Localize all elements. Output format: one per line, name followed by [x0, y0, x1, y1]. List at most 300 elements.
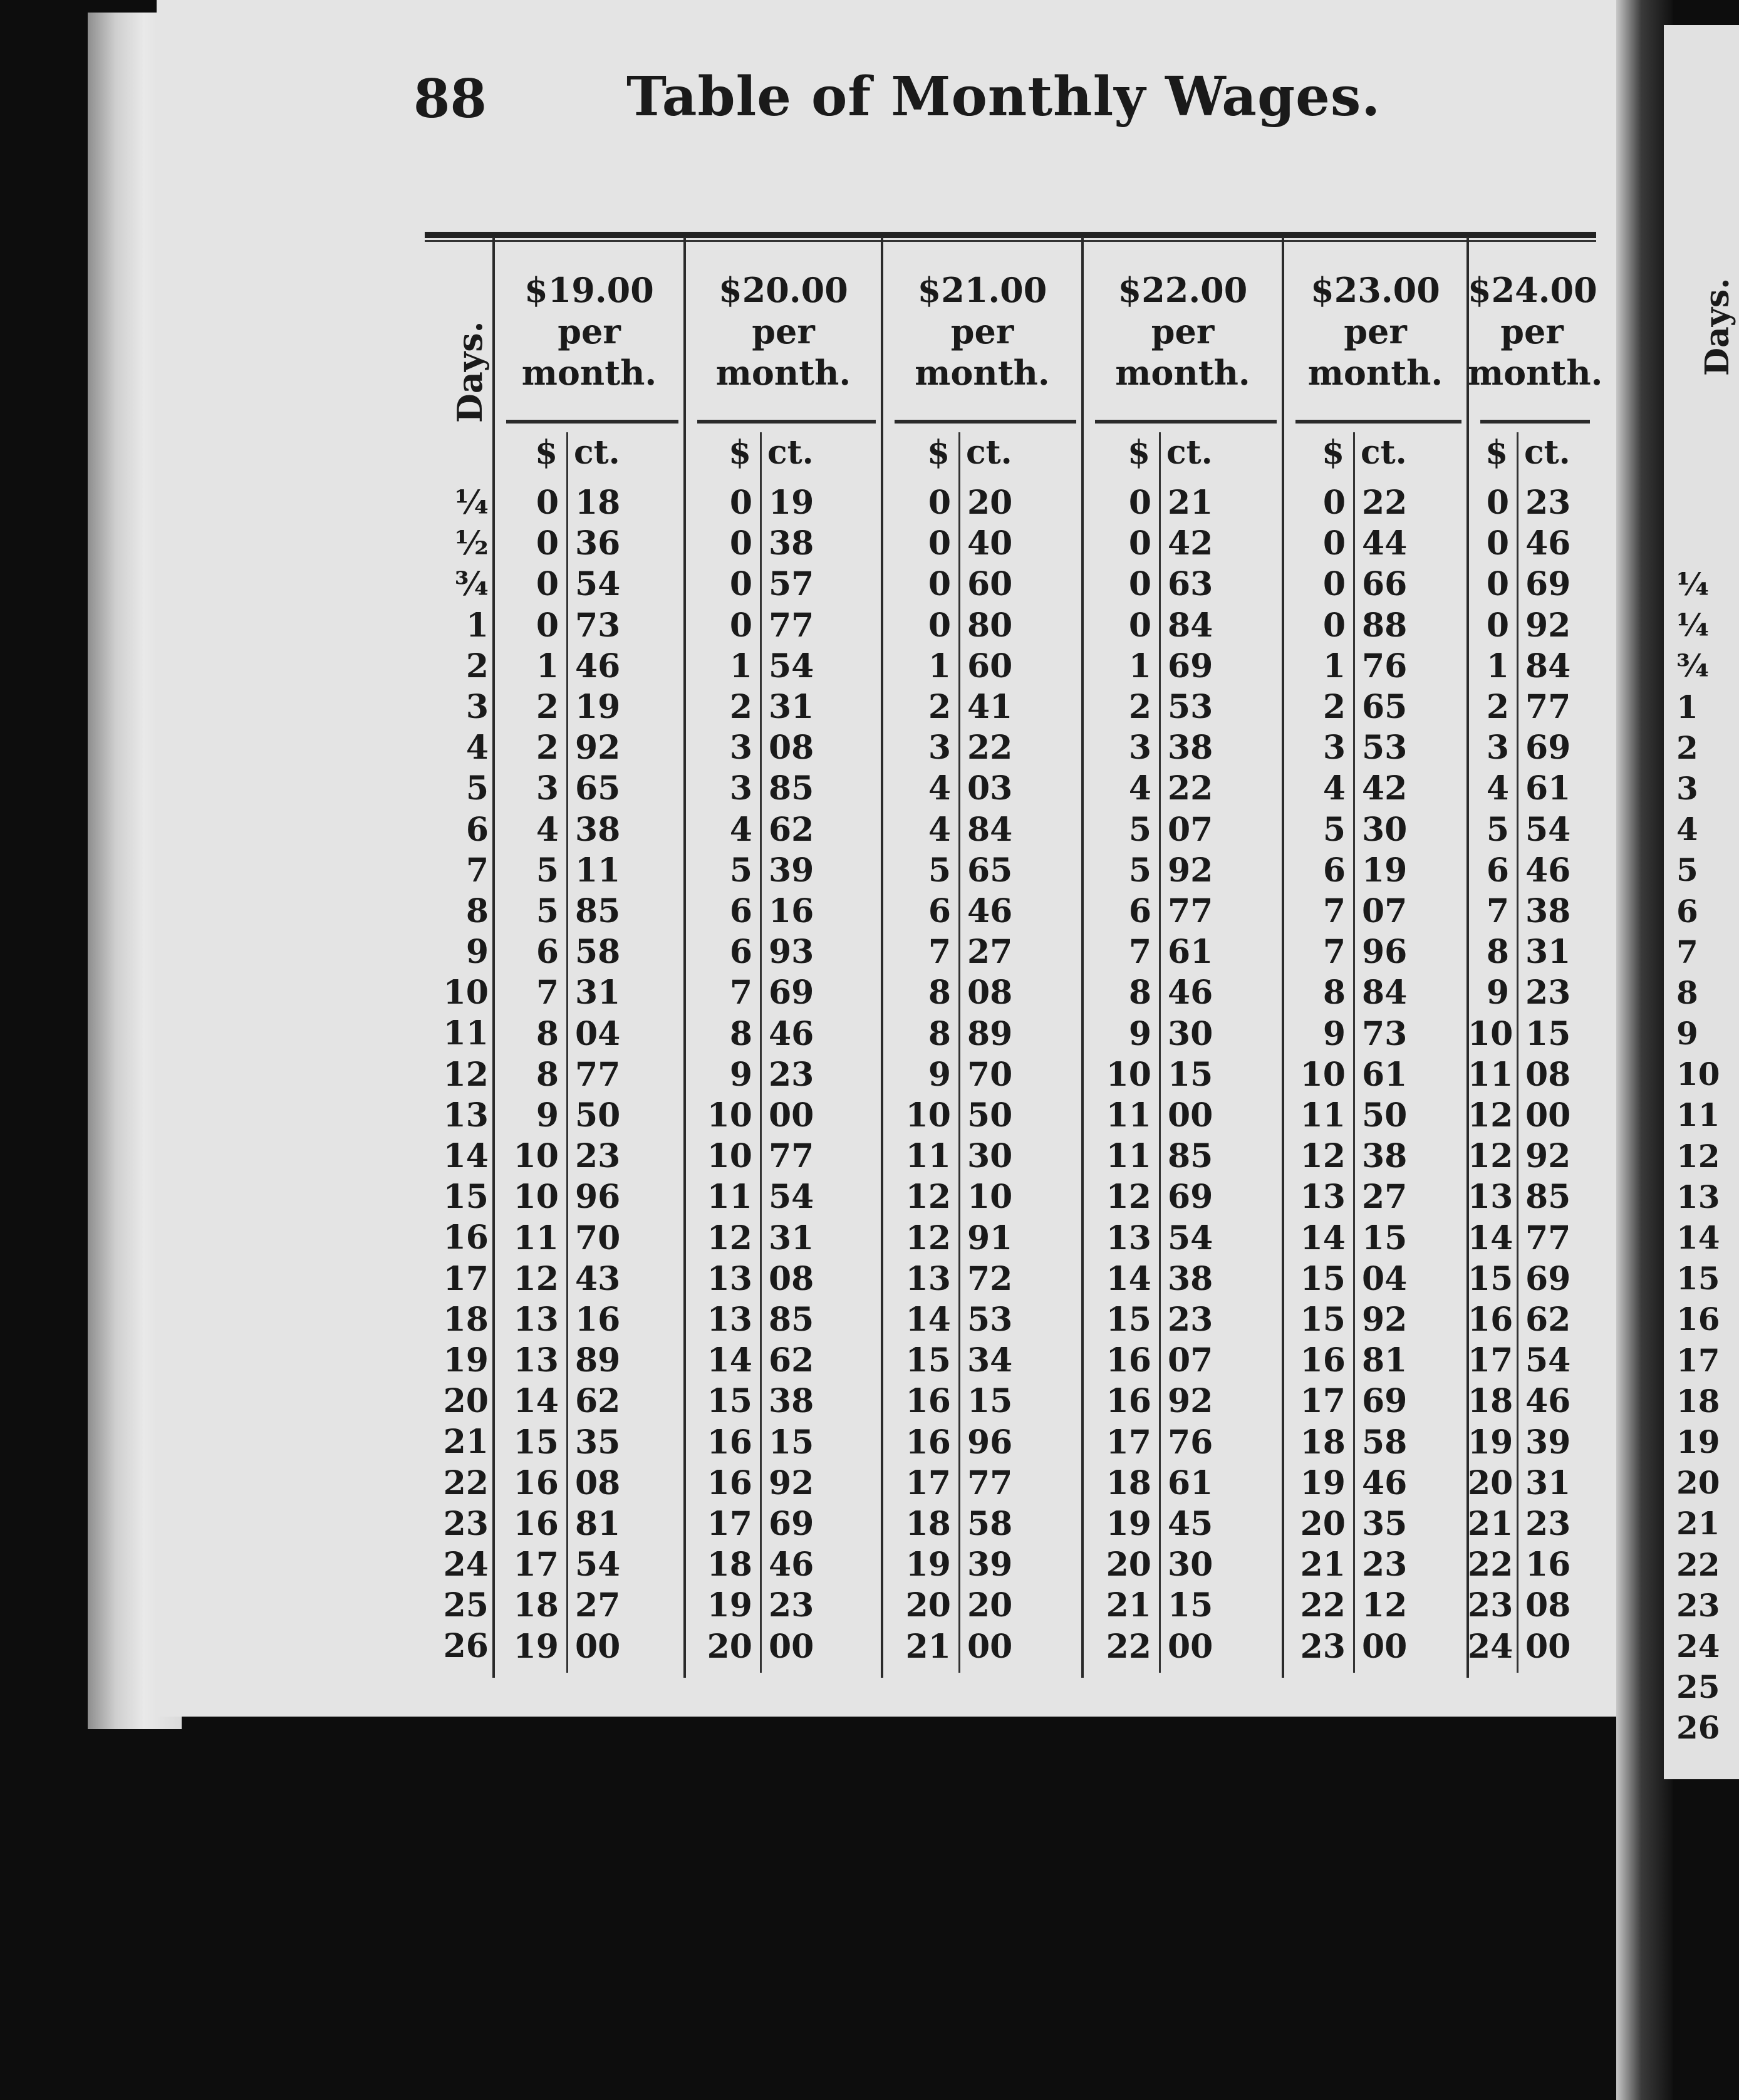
cents-cell: 54: [575, 1546, 621, 1584]
cents-cell: 88: [1362, 606, 1408, 645]
dollars-cell: 4: [536, 810, 559, 849]
cents-cell: 77: [967, 1463, 1013, 1502]
cents-cell: 77: [1168, 892, 1213, 930]
dollars-cell: 6: [1128, 892, 1151, 930]
cents-cell: 00: [575, 1627, 621, 1666]
day-cell: 9: [465, 933, 489, 972]
dollars-cell: 17: [905, 1463, 951, 1502]
dollars-cell: 11: [905, 1137, 951, 1176]
dollars-cell: 17: [1300, 1382, 1346, 1421]
column-header-rule: [1480, 420, 1590, 424]
dollars-cell: 2: [536, 688, 559, 726]
dollars-cell: 0: [1322, 606, 1346, 645]
cents-cell: 92: [1362, 1301, 1408, 1339]
dollars-cell: 0: [1322, 565, 1346, 604]
cents-cell: 62: [769, 810, 814, 849]
cents-cell: 66: [1362, 565, 1408, 604]
cents-cell: 77: [1525, 688, 1571, 726]
dollars-cell: 2: [1486, 688, 1509, 726]
cents-cell: 27: [575, 1586, 621, 1625]
dollars-cell: 3: [928, 729, 951, 767]
cents-cell: 23: [1168, 1301, 1213, 1339]
dollars-cell: 1: [1322, 647, 1346, 685]
cents-cell: 57: [769, 565, 814, 604]
cents-cell: 16: [575, 1301, 621, 1339]
dollars-cell: 15: [1468, 1259, 1513, 1298]
next-page-day-cell: 12: [1676, 1137, 1720, 1175]
next-page-day-cell: 23: [1676, 1586, 1720, 1624]
dollars-cell: 23: [1468, 1586, 1513, 1625]
next-page-day-cell: 20: [1676, 1464, 1720, 1502]
dollars-cell: 16: [905, 1423, 951, 1462]
cents-cell: 16: [769, 892, 814, 930]
dollars-cell: 3: [729, 769, 752, 808]
cents-cell: 30: [1168, 1546, 1213, 1584]
cents-cell: 63: [1168, 565, 1213, 604]
cents-cell: 54: [1168, 1219, 1213, 1257]
dollar-unit-label: $: [535, 434, 558, 472]
dollars-cell: 16: [905, 1382, 951, 1421]
next-page-days-column: [1676, 564, 1739, 1748]
next-page-day-cell: 9: [1676, 1015, 1698, 1053]
column-header: [882, 269, 1082, 393]
dollars-cell: 3: [1128, 729, 1151, 767]
wage-column: [685, 232, 882, 1673]
dollars-cell: 19: [1106, 1505, 1151, 1543]
dollars-cell: 12: [707, 1219, 752, 1257]
day-cell: 13: [443, 1096, 489, 1135]
cents-cell: 89: [575, 1341, 621, 1380]
dollars-cell: 0: [1322, 524, 1346, 563]
next-page-day-cell: 15: [1676, 1260, 1720, 1297]
cents-cell: 35: [575, 1423, 621, 1462]
dollar-unit-label: $: [1128, 434, 1151, 472]
dollars-cell: 7: [1128, 933, 1151, 972]
cents-cell: 69: [1168, 1178, 1213, 1217]
cents-cell: 27: [1362, 1178, 1408, 1217]
dollars-cell: 15: [707, 1382, 752, 1421]
column-header: [494, 269, 685, 393]
dollars-cell: 21: [1468, 1505, 1513, 1543]
dollars-cell: 8: [928, 1014, 951, 1053]
day-cell: 20: [443, 1382, 489, 1421]
dollars-cell: 6: [1322, 851, 1346, 890]
dollars-cell: 4: [1486, 769, 1509, 808]
dollars-cell: 14: [707, 1341, 752, 1380]
cents-cell: 00: [1362, 1627, 1408, 1666]
next-page-day-cell: ¾: [1676, 647, 1710, 685]
cents-cell: 92: [575, 729, 621, 767]
dollars-cell: 0: [729, 524, 752, 563]
cents-cell: 53: [1362, 729, 1408, 767]
next-page-day-cell: 14: [1676, 1219, 1720, 1256]
day-cell: 1: [465, 606, 489, 645]
day-cell: 8: [465, 891, 489, 930]
day-cell: 7: [465, 851, 489, 890]
dollars-cell: 0: [536, 606, 559, 645]
dollars-cell: 3: [729, 729, 752, 767]
dollars-cell: 0: [1486, 565, 1509, 604]
day-cell: ½: [454, 524, 489, 563]
dollars-cell: 1: [1486, 647, 1509, 685]
cents-cell: 04: [1362, 1259, 1408, 1298]
dollars-cell: 16: [1468, 1301, 1513, 1339]
page-title: Table of Monthly Wages.: [626, 65, 1381, 128]
day-cell: ¾: [454, 565, 489, 604]
column-header-rate: $23.00: [1311, 270, 1440, 310]
dollar-cents-divider: [1517, 432, 1518, 1673]
cents-cell: 73: [1362, 1014, 1408, 1053]
cents-cell: 38: [1168, 729, 1213, 767]
dollars-cell: 6: [1486, 851, 1509, 890]
next-page-fragment: [1664, 25, 1739, 1779]
cents-cell: 85: [1168, 1137, 1213, 1176]
day-cell: 19: [443, 1341, 489, 1380]
dollars-cell: 5: [1322, 810, 1346, 849]
dollars-cell: 10: [707, 1137, 752, 1176]
next-page-day-cell: 8: [1676, 974, 1698, 1011]
dollars-cell: 11: [1106, 1096, 1151, 1135]
day-cell: 6: [465, 810, 489, 849]
column-header-month: month.: [1307, 353, 1443, 393]
dollars-cell: 6: [729, 892, 752, 930]
cents-cell: 41: [967, 688, 1013, 726]
cents-cell: 93: [769, 933, 814, 972]
next-page-day-cell: 19: [1676, 1423, 1720, 1460]
cents-cell: 19: [1362, 851, 1408, 890]
cents-cell: 07: [1362, 892, 1408, 930]
dollar-unit-label: $: [927, 434, 950, 472]
next-page-day-cell: 3: [1676, 769, 1698, 807]
dollars-cell: 17: [1106, 1423, 1151, 1462]
cents-cell: 54: [575, 565, 621, 604]
dollars-cell: 13: [707, 1301, 752, 1339]
cents-cell: 85: [769, 769, 814, 808]
dollars-cell: 6: [536, 933, 559, 972]
dollars-cell: 7: [536, 974, 559, 1012]
dollars-cell: 16: [513, 1505, 559, 1543]
cents-cell: 85: [1525, 1178, 1571, 1217]
cents-cell: 35: [1362, 1505, 1408, 1543]
next-page-day-cell: 4: [1676, 811, 1698, 848]
dollars-cell: 2: [1128, 688, 1151, 726]
next-page-day-cell: 5: [1676, 851, 1698, 889]
dollars-cell: 10: [513, 1137, 559, 1176]
dollars-cell: 1: [928, 647, 951, 685]
cents-cell: 00: [1525, 1627, 1571, 1666]
dollar-cents-divider: [1159, 432, 1161, 1673]
cents-cell: 46: [575, 647, 621, 685]
dollars-cell: 2: [536, 729, 559, 767]
cents-cell: 22: [1362, 484, 1408, 522]
cents-cell: 81: [1362, 1341, 1408, 1380]
dollars-cell: 12: [1468, 1096, 1513, 1135]
cents-cell: 23: [1362, 1546, 1408, 1584]
cents-cell: 61: [1168, 1463, 1213, 1502]
cents-cell: 54: [769, 647, 814, 685]
dollar-cents-divider: [566, 432, 568, 1673]
dollars-cell: 15: [1106, 1301, 1151, 1339]
dollars-cell: 16: [707, 1423, 752, 1462]
dollars-cell: 4: [928, 810, 951, 849]
cents-unit-label: ct.: [1361, 434, 1407, 472]
cents-cell: 08: [575, 1463, 621, 1502]
dollars-cell: 9: [729, 1055, 752, 1094]
dollars-cell: 10: [1468, 1014, 1513, 1053]
cents-cell: 62: [769, 1341, 814, 1380]
dollars-cell: 14: [1106, 1259, 1151, 1298]
days-column-header: Days.: [450, 321, 490, 423]
cents-cell: 46: [967, 892, 1013, 930]
cents-cell: 15: [1168, 1586, 1213, 1625]
cents-cell: 31: [575, 974, 621, 1012]
cents-cell: 07: [1168, 810, 1213, 849]
cents-cell: 50: [1362, 1096, 1408, 1135]
cents-cell: 70: [967, 1055, 1013, 1094]
day-cell: 17: [443, 1259, 489, 1298]
dollars-cell: 13: [513, 1341, 559, 1380]
column-header-month: month.: [915, 353, 1050, 393]
cents-cell: 42: [1168, 524, 1213, 563]
cents-cell: 92: [1168, 1382, 1213, 1421]
day-cell: 3: [465, 687, 489, 726]
dollars-cell: 0: [536, 524, 559, 563]
dollars-cell: 9: [928, 1055, 951, 1094]
cents-cell: 84: [967, 810, 1013, 849]
dollars-cell: 3: [1322, 729, 1346, 767]
cents-unit-label: ct.: [1524, 434, 1570, 472]
dollars-cell: 12: [905, 1219, 951, 1257]
dollars-cell: 21: [1300, 1546, 1346, 1584]
cents-cell: 38: [1525, 892, 1571, 930]
cents-cell: 16: [1525, 1546, 1571, 1584]
cents-cell: 76: [1168, 1423, 1213, 1462]
dollars-cell: 12: [1300, 1137, 1346, 1176]
dollars-cell: 0: [1128, 484, 1151, 522]
column-header-per: per: [950, 311, 1014, 351]
cents-cell: 00: [1525, 1096, 1571, 1135]
dollars-cell: 2: [729, 688, 752, 726]
cents-cell: 00: [769, 1627, 814, 1666]
dollars-cell: 21: [1106, 1586, 1151, 1625]
day-cell: 2: [465, 647, 489, 685]
cents-cell: 61: [1168, 933, 1213, 972]
dollars-cell: 10: [905, 1096, 951, 1135]
cents-cell: 58: [575, 933, 621, 972]
cents-cell: 45: [1168, 1505, 1213, 1543]
column-header: [1082, 269, 1283, 393]
column-header-per: per: [1151, 311, 1215, 351]
wage-column: [1082, 232, 1283, 1673]
dollars-cell: 7: [928, 933, 951, 972]
dollars-cell: 8: [729, 1014, 752, 1053]
cents-cell: 38: [1168, 1259, 1213, 1298]
cents-cell: 96: [967, 1423, 1013, 1462]
dollars-cell: 7: [1322, 933, 1346, 972]
cents-cell: 53: [967, 1301, 1013, 1339]
column-header-month: month.: [1115, 353, 1250, 393]
dollars-cell: 19: [707, 1586, 752, 1625]
dollars-cell: 0: [1486, 484, 1509, 522]
cents-cell: 03: [967, 769, 1013, 808]
cents-cell: 65: [575, 769, 621, 808]
cents-cell: 23: [575, 1137, 621, 1176]
dollars-cell: 0: [1486, 606, 1509, 645]
cents-unit-label: ct.: [966, 434, 1012, 472]
dollars-cell: 8: [1128, 974, 1151, 1012]
next-page-day-cell: 13: [1676, 1178, 1720, 1215]
cents-cell: 31: [1525, 1463, 1571, 1502]
cents-cell: 46: [1362, 1463, 1408, 1502]
dollars-cell: 0: [928, 606, 951, 645]
dollars-cell: 5: [1486, 810, 1509, 849]
cents-cell: 22: [967, 729, 1013, 767]
dollars-cell: 8: [1486, 933, 1509, 972]
dollars-cell: 4: [928, 769, 951, 808]
column-header-rule: [506, 420, 678, 424]
cents-cell: 77: [1525, 1219, 1571, 1257]
dollars-cell: 19: [513, 1627, 559, 1666]
dollars-cell: 14: [1300, 1219, 1346, 1257]
dollars-cell: 0: [928, 565, 951, 604]
cents-cell: 30: [1362, 810, 1408, 849]
dollars-cell: 14: [905, 1301, 951, 1339]
dollars-cell: 4: [1128, 769, 1151, 808]
dollars-cell: 22: [1106, 1627, 1151, 1666]
day-cell: 12: [443, 1055, 489, 1094]
column-header-rate: $21.00: [917, 270, 1047, 310]
cents-cell: 96: [1362, 933, 1408, 972]
day-cell: ¼: [454, 484, 489, 522]
day-cell: 24: [443, 1545, 489, 1584]
column-header-rate: $24.00: [1468, 270, 1597, 310]
cents-cell: 70: [575, 1219, 621, 1257]
dollars-cell: 19: [1300, 1463, 1346, 1502]
dollars-cell: 7: [1322, 892, 1346, 930]
dollars-cell: 17: [513, 1546, 559, 1584]
dollars-cell: 20: [905, 1586, 951, 1625]
next-page-day-cell: 26: [1676, 1709, 1720, 1747]
cents-cell: 85: [575, 892, 621, 930]
cents-cell: 21: [1168, 484, 1213, 522]
cents-unit-label: ct.: [1166, 434, 1213, 472]
dollars-cell: 8: [1322, 974, 1346, 1012]
dollars-cell: 5: [536, 851, 559, 890]
column-header-rule: [1095, 420, 1277, 424]
column-header-month: month.: [1468, 353, 1603, 393]
wage-table: [425, 232, 1603, 1673]
dollars-cell: 18: [1106, 1463, 1151, 1502]
cents-cell: 69: [1525, 729, 1571, 767]
dollars-cell: 3: [1486, 729, 1509, 767]
cents-cell: 92: [1525, 1137, 1571, 1176]
dollars-cell: 17: [1468, 1341, 1513, 1380]
next-page-day-cell: ¼: [1676, 606, 1710, 644]
next-page-day-cell: 16: [1676, 1301, 1720, 1338]
next-page-day-cell: 1: [1676, 688, 1698, 725]
cents-cell: 54: [1525, 1341, 1571, 1380]
dollars-cell: 19: [905, 1546, 951, 1584]
cents-cell: 23: [769, 1586, 814, 1625]
cents-cell: 77: [769, 606, 814, 645]
column-header-rule: [697, 420, 876, 424]
cents-cell: 08: [769, 729, 814, 767]
dollars-cell: 0: [1128, 524, 1151, 563]
dollars-cell: 22: [1468, 1546, 1513, 1584]
cents-cell: 15: [967, 1382, 1013, 1421]
cents-cell: 92: [1168, 851, 1213, 890]
dollars-cell: 14: [1468, 1219, 1513, 1257]
dollars-cell: 13: [707, 1259, 752, 1298]
day-cell: 5: [465, 769, 489, 808]
wage-column: [1283, 232, 1468, 1673]
day-cell: 18: [443, 1300, 489, 1339]
cents-cell: 39: [1525, 1423, 1571, 1462]
cents-cell: 69: [1525, 565, 1571, 604]
cents-cell: 84: [1168, 606, 1213, 645]
dollars-cell: 10: [1300, 1055, 1346, 1094]
column-header: [685, 269, 882, 393]
dollars-cell: 12: [1468, 1137, 1513, 1176]
next-page-day-cell: 24: [1676, 1627, 1720, 1665]
dollars-cell: 20: [707, 1627, 752, 1666]
next-page-day-cell: 18: [1676, 1382, 1720, 1420]
cents-cell: 92: [1525, 606, 1571, 645]
dollars-cell: 22: [1300, 1586, 1346, 1625]
dollar-cents-divider: [958, 432, 960, 1673]
cents-cell: 39: [769, 851, 814, 890]
cents-cell: 77: [769, 1137, 814, 1176]
next-page-day-cell: 22: [1676, 1546, 1720, 1583]
days-column: [425, 482, 494, 1666]
cents-cell: 80: [967, 606, 1013, 645]
dollars-cell: 11: [707, 1178, 752, 1217]
dollars-cell: 9: [1128, 1014, 1151, 1053]
cents-cell: 08: [1525, 1055, 1571, 1094]
cents-cell: 23: [1525, 974, 1571, 1012]
cents-cell: 10: [967, 1178, 1013, 1217]
dollars-cell: 5: [928, 851, 951, 890]
cents-cell: 44: [1362, 524, 1408, 563]
column-header: [1283, 269, 1468, 393]
cents-cell: 46: [1525, 851, 1571, 890]
dollars-cell: 16: [1300, 1341, 1346, 1380]
wage-column: [1468, 232, 1603, 1673]
dollar-unit-label: $: [1322, 434, 1345, 472]
column-header-month: month.: [521, 353, 657, 393]
cents-cell: 30: [1168, 1014, 1213, 1053]
dollars-cell: 5: [1128, 810, 1151, 849]
cents-cell: 46: [1525, 1382, 1571, 1421]
cents-cell: 73: [575, 606, 621, 645]
day-cell: 26: [443, 1627, 489, 1666]
cents-cell: 85: [769, 1301, 814, 1339]
cents-cell: 69: [1168, 647, 1213, 685]
dollars-cell: 4: [1322, 769, 1346, 808]
dollars-cell: 20: [1300, 1505, 1346, 1543]
dollars-cell: 9: [1322, 1014, 1346, 1053]
dollar-cents-divider: [1353, 432, 1355, 1673]
cents-cell: 58: [1362, 1423, 1408, 1462]
dollars-cell: 13: [1106, 1219, 1151, 1257]
dollars-cell: 1: [729, 647, 752, 685]
cents-cell: 23: [1525, 1505, 1571, 1543]
dollars-cell: 16: [1106, 1382, 1151, 1421]
cents-cell: 54: [1525, 810, 1571, 849]
dollars-cell: 2: [1322, 688, 1346, 726]
cents-cell: 65: [967, 851, 1013, 890]
next-page-day-cell: 17: [1676, 1341, 1720, 1379]
